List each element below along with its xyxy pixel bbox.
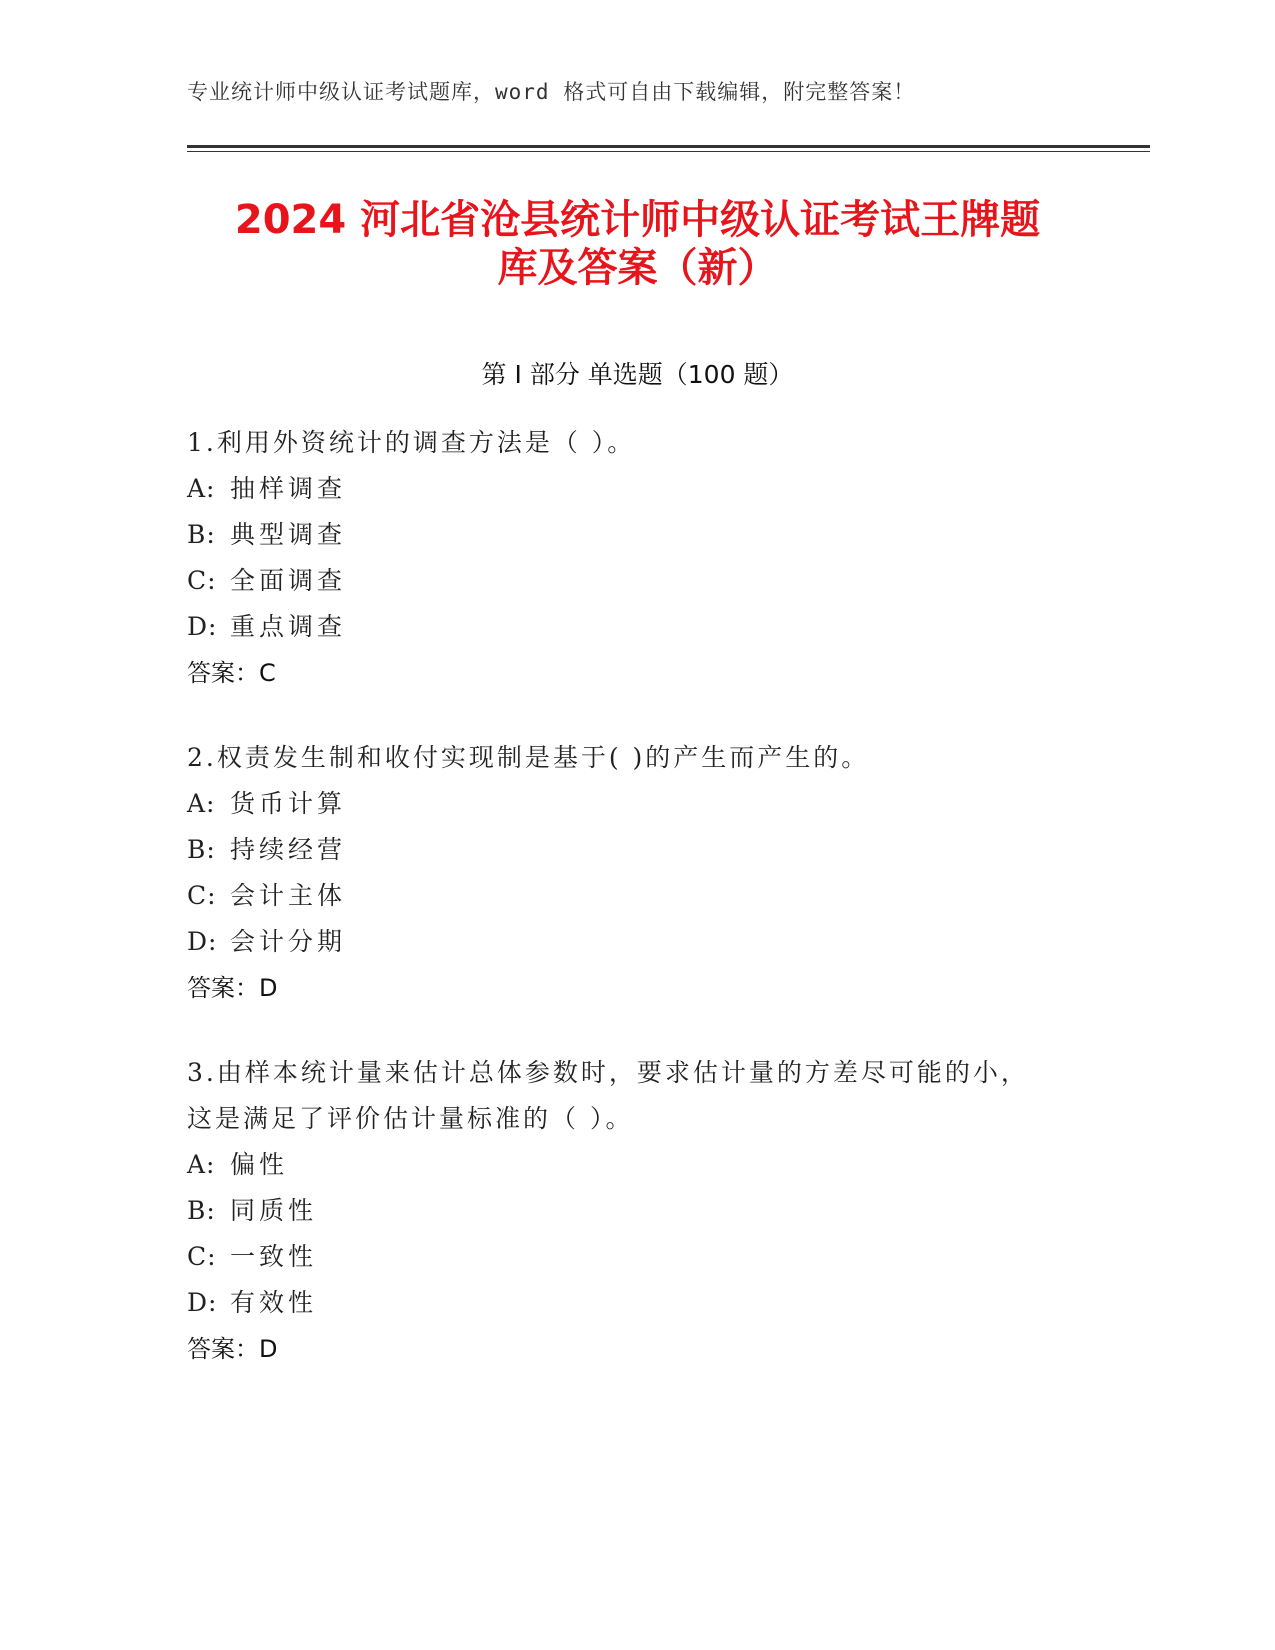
option-text: 重点调查	[230, 612, 347, 641]
option-text: 偏性	[230, 1150, 289, 1179]
question-1	[187, 420, 1087, 696]
question-stem-line: 1.利用外资统计的调查方法是（ ）。	[187, 428, 636, 457]
header-divider-thin	[187, 151, 1150, 152]
option-key: A:	[187, 474, 216, 503]
option-text: 典型调查	[230, 520, 347, 549]
option-text: 货币计算	[230, 789, 347, 818]
option-key: B:	[187, 1196, 216, 1225]
option-key: C:	[187, 881, 217, 910]
option-key: C:	[187, 1242, 217, 1271]
option-b	[187, 827, 1087, 873]
option-text: 会计主体	[230, 881, 347, 910]
document-title-line-1: 2024 河北省沧县统计师中级认证考试王牌题	[234, 197, 1041, 243]
question-stem	[187, 420, 1087, 466]
option-c	[187, 558, 1087, 604]
option-a	[187, 781, 1087, 827]
option-text: 一致性	[230, 1242, 318, 1271]
option-key: B:	[187, 835, 216, 864]
option-text: 同质性	[230, 1196, 318, 1225]
option-d	[187, 604, 1087, 650]
header-note: 专业统计师中级认证考试题库，word 格式可自由下载编辑，附完整答案！	[187, 80, 916, 104]
option-a	[187, 1142, 1087, 1188]
option-text: 抽样调查	[230, 474, 347, 503]
question-stem-line: 2.权责发生制和收付实现制是基于( )的产生而产生的。	[187, 743, 870, 772]
option-key: A:	[187, 789, 216, 818]
option-text: 会计分期	[230, 927, 347, 956]
question-stem-line: 这是满足了评价估计量标准的（ ）。	[187, 1104, 634, 1133]
answer-line: 答案：D	[187, 974, 278, 1002]
option-key: D:	[187, 1288, 218, 1317]
option-key: D:	[187, 927, 218, 956]
document-title	[150, 196, 1125, 292]
header-divider-thick	[187, 145, 1150, 148]
option-c	[187, 873, 1087, 919]
question-stem	[187, 1050, 1087, 1142]
question-stem	[187, 735, 1087, 781]
document-title-line-2: 库及答案（新）	[497, 245, 778, 291]
option-d	[187, 1280, 1087, 1326]
question-3	[187, 1050, 1087, 1372]
option-key: A:	[187, 1150, 216, 1179]
answer-line: 答案：C	[187, 659, 276, 687]
answer-line: 答案：D	[187, 1335, 278, 1363]
option-text: 有效性	[230, 1288, 318, 1317]
section-heading: 第 I 部分 单选题（100 题）	[481, 360, 794, 389]
option-key: B:	[187, 520, 216, 549]
question-stem-line: 3.由样本统计量来估计总体参数时，要求估计量的方差尽可能的小，	[187, 1058, 1029, 1087]
option-c	[187, 1234, 1087, 1280]
option-text: 全面调查	[230, 566, 347, 595]
option-key: C:	[187, 566, 217, 595]
option-b	[187, 1188, 1087, 1234]
option-a	[187, 466, 1087, 512]
option-text: 持续经营	[230, 835, 347, 864]
question-2	[187, 735, 1087, 1011]
option-key: D:	[187, 612, 218, 641]
option-d	[187, 919, 1087, 965]
option-b	[187, 512, 1087, 558]
